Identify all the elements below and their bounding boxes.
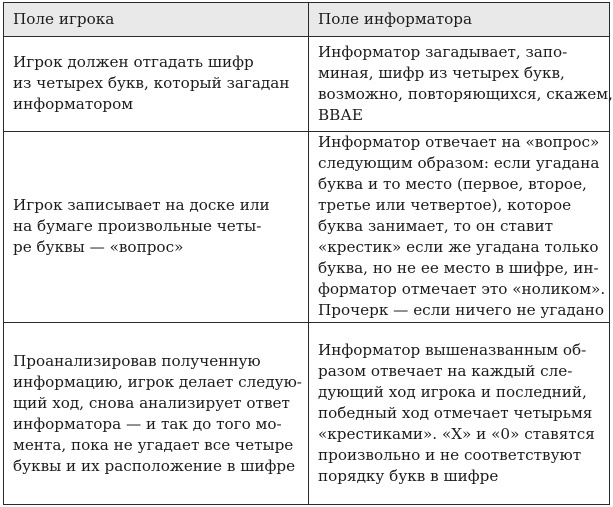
- cell-line: разом отвечает на каждый сле-: [318, 362, 573, 381]
- cell-line: Информатор загадывает, запо-: [318, 42, 568, 61]
- cell-line: порядку букв в шифре: [318, 467, 499, 486]
- cell-line: миная, шифр из четырех букв,: [318, 63, 565, 82]
- cell-line: Информатор вышеназванным об-: [318, 341, 587, 360]
- cell-line: форматор отмечает это «ноликом».: [318, 280, 606, 299]
- cell-line: буква и то место (первое, второе,: [318, 175, 587, 194]
- cell-line: победный ход отмечает четырьмя: [318, 404, 593, 423]
- cell-line: следующим образом: если угадана: [318, 154, 600, 173]
- cell-line: буква, но не ее место в шифре, ин-: [318, 259, 599, 278]
- cell-line: информатора — и так до того мо-: [13, 414, 282, 433]
- cell-line: дующий ход игрока и последний,: [318, 383, 587, 402]
- cell-line: информацию, игрок делает следую-: [13, 372, 302, 391]
- cell-line: мента, пока не угадает все четыре: [13, 435, 294, 454]
- player-cell: [4, 37, 309, 131]
- cell-line: информатором: [13, 95, 134, 114]
- cell-line: третье или четвертое), которое: [318, 196, 572, 215]
- cell-line: ВВАЕ: [318, 105, 363, 124]
- cell-line: «крестиками». «Х» и «0» ставятся: [318, 425, 595, 444]
- rules-table: [3, 2, 613, 505]
- cell-line: на бумаге произвольные четы-: [13, 217, 262, 236]
- cell-line: буква занимает, то он ставит: [318, 217, 554, 236]
- table-header-row: [4, 3, 610, 37]
- informer-cell: [309, 323, 610, 505]
- informer-cell: [309, 131, 610, 323]
- cell-line: Проанализировав полученную: [13, 351, 261, 370]
- player-cell: [4, 131, 309, 323]
- cell-line: произвольно и не соответствуют: [318, 446, 582, 465]
- cell-line: Информатор отвечает на «вопрос»: [318, 133, 600, 152]
- cell-line: щий ход, снова анализирует ответ: [13, 393, 290, 412]
- cell-line: из четырех букв, который загадан: [13, 74, 290, 93]
- informer-cell: [309, 37, 613, 131]
- cell-line: ре буквы — «вопрос»: [13, 238, 184, 257]
- player-cell: [4, 323, 309, 505]
- cell-line: Игрок должен отгадать шифр: [13, 53, 254, 72]
- cell-line: Прочерк — если ничего не угадано: [318, 301, 605, 320]
- cell-line: Игрок записывает на доске или: [13, 196, 270, 215]
- header-player-field: Поле игрока: [4, 3, 309, 37]
- table-row: [4, 131, 610, 323]
- cell-line: буквы и их расположение в шифре: [13, 456, 296, 475]
- header-informer-field: Поле информатора: [309, 3, 610, 37]
- cell-line: возможно, повторяющихся, скажем,: [318, 84, 613, 103]
- cell-line: «крестик» если же угадана только: [318, 238, 599, 257]
- table-row: [4, 323, 610, 505]
- table-row: [4, 37, 610, 131]
